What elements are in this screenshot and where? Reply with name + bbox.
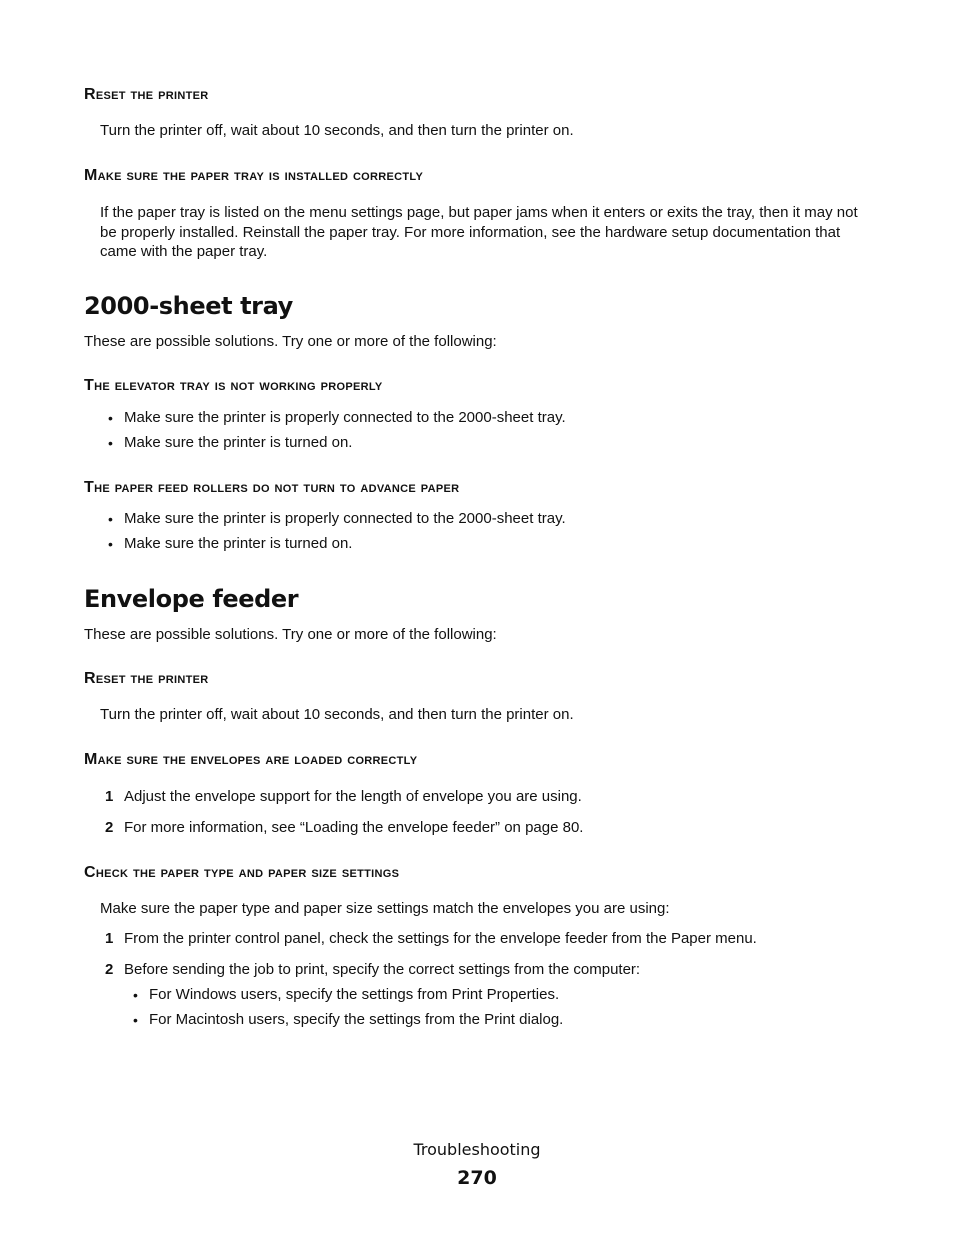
list-item: Make sure the printer is turned on. xyxy=(124,434,353,451)
list-item: Make sure the printer is turned on. xyxy=(124,535,353,552)
section-heading-reset-printer: Reset the printer xyxy=(84,86,209,103)
section-heading-tray-installed: Make sure the paper tray is installed correctly xyxy=(84,167,424,184)
section-heading-envelopes-loaded: Make sure the envelopes are loaded correctly xyxy=(84,751,418,768)
bullet-marker: • xyxy=(108,536,113,552)
footer-section-name: Troubleshooting xyxy=(413,1140,541,1159)
list-item: For Macintosh users, specify the settings from the Print dialog. xyxy=(149,1011,564,1028)
step-number: 2 xyxy=(105,819,114,836)
step-text: For more information, see “Loading the envelope feeder” on page 80. xyxy=(124,819,584,836)
section-heading-check-settings: Check the paper type and paper size settings xyxy=(84,864,400,881)
step-text: Adjust the envelope support for the length of envelope you are using. xyxy=(124,788,582,805)
list-item: For Windows users, specify the settings from Print Properties. xyxy=(149,986,560,1003)
bullet-marker: • xyxy=(133,987,138,1003)
page-title-envelope-feeder: Envelope feeder xyxy=(84,585,299,613)
paragraph-check-settings: Make sure the paper type and paper size settings match the envelopes you are using: xyxy=(100,900,670,917)
section-heading-elevator-tray: The elevator tray is not working properly xyxy=(84,377,383,394)
bullet-marker: • xyxy=(133,1012,138,1028)
list-item: Make sure the printer is properly connected to the 2000-sheet tray. xyxy=(124,510,566,527)
page-title-2000-sheet-tray: 2000-sheet tray xyxy=(84,292,293,320)
page-number: 270 xyxy=(457,1167,497,1189)
step-number: 1 xyxy=(105,930,114,947)
step-text: From the printer control panel, check the settings for the envelope feeder from the Paper menu. xyxy=(124,930,757,947)
bullet-marker: • xyxy=(108,410,113,426)
paragraph-tray-installed: If the paper tray is listed on the menu settings page, but paper jams when it enters or exits the tray, then it may not be properly installed. Reinstall the paper tray. For more information, see the hardware setup documentation that came with the paper tray. xyxy=(100,204,858,260)
bullet-marker: • xyxy=(108,511,113,527)
step-number: 2 xyxy=(105,961,114,978)
list-item: Make sure the printer is properly connected to the 2000-sheet tray. xyxy=(124,409,566,426)
step-text: Before sending the job to print, specify the correct settings from the computer: xyxy=(124,961,641,978)
section-heading-reset-printer-2: Reset the printer xyxy=(84,670,209,687)
bullet-marker: • xyxy=(108,435,113,451)
step-number: 1 xyxy=(105,788,114,805)
intro-envelope-feeder: These are possible solutions. Try one or more of the following: xyxy=(84,626,497,643)
intro-2000-sheet-tray: These are possible solutions. Try one or more of the following: xyxy=(84,333,497,350)
section-heading-feed-rollers: The paper feed rollers do not turn to advance paper xyxy=(84,479,460,496)
paragraph-reset-printer-2: Turn the printer off, wait about 10 seconds, and then turn the printer on. xyxy=(100,706,574,723)
paragraph-reset-printer: Turn the printer off, wait about 10 seconds, and then turn the printer on. xyxy=(100,122,574,139)
